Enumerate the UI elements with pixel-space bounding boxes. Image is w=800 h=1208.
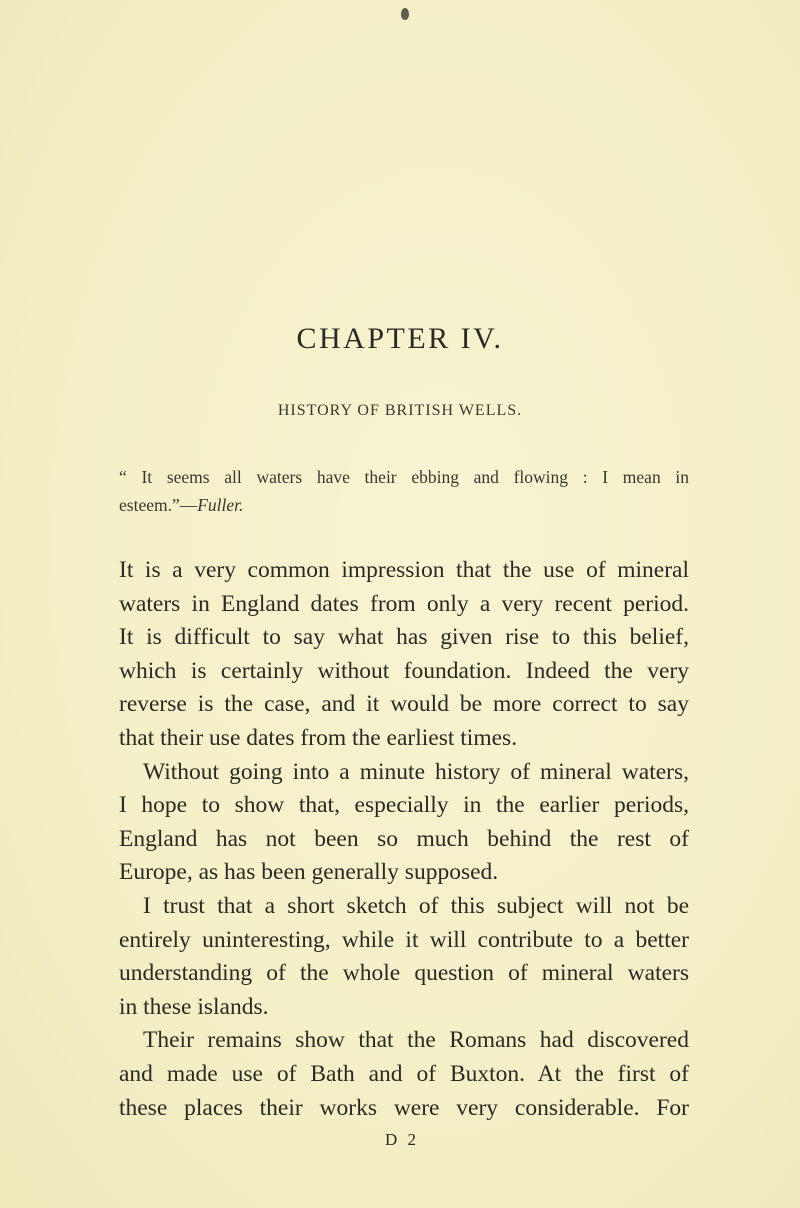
chapter-title: CHAPTER IV.: [296, 322, 504, 355]
text-line: Europe, as has been generally supposed.: [119, 859, 499, 886]
text-line: which is certainly without foundation. Indeed the very: [119, 657, 689, 684]
epigraph-attribution: Fuller.: [197, 495, 244, 515]
epigraph-line: [119, 491, 689, 519]
text-line: It is difficult to say what has given rise to this belief,: [119, 624, 689, 651]
text-line: England has not been so much behind the rest of: [119, 825, 689, 852]
epigraph: [119, 463, 689, 519]
text-line: I trust that a short sketch of this subject will not be: [143, 892, 689, 919]
text-line: It is a very common impression that the use of mineral: [119, 557, 689, 583]
text-line: these places their works were very considerable. For: [119, 1094, 689, 1121]
text-line: understanding of the whole question of mineral waters: [119, 960, 689, 987]
text-line: I hope to show that, especially in the earlier periods,: [119, 792, 689, 819]
text-line: Without going into a minute history of mineral waters,: [143, 758, 689, 785]
text-line: waters in England dates from only a very recent period.: [119, 590, 689, 617]
epigraph-line: “ It seems all waters have their ebbing and flowing : I mean in: [119, 467, 689, 487]
ink-blot-mark: [401, 8, 409, 20]
text-line: in these islands.: [119, 993, 269, 1020]
epigraph-text: esteem.”—: [119, 495, 198, 515]
body-text: [119, 554, 689, 1125]
text-line: and made use of Bath and of Buxton. At the first of: [119, 1060, 689, 1087]
text-line: entirely uninteresting, while it will contribute to a better: [119, 926, 689, 953]
signature-mark: D 2: [385, 1130, 420, 1149]
text-line: Their remains show that the Romans had discovered: [143, 1027, 689, 1054]
chapter-subtitle: HISTORY OF BRITISH WELLS.: [277, 402, 523, 419]
text-line: reverse is the case, and it would be more correct to say: [119, 691, 689, 718]
text-line: that their use dates from the earliest times.: [119, 724, 518, 751]
